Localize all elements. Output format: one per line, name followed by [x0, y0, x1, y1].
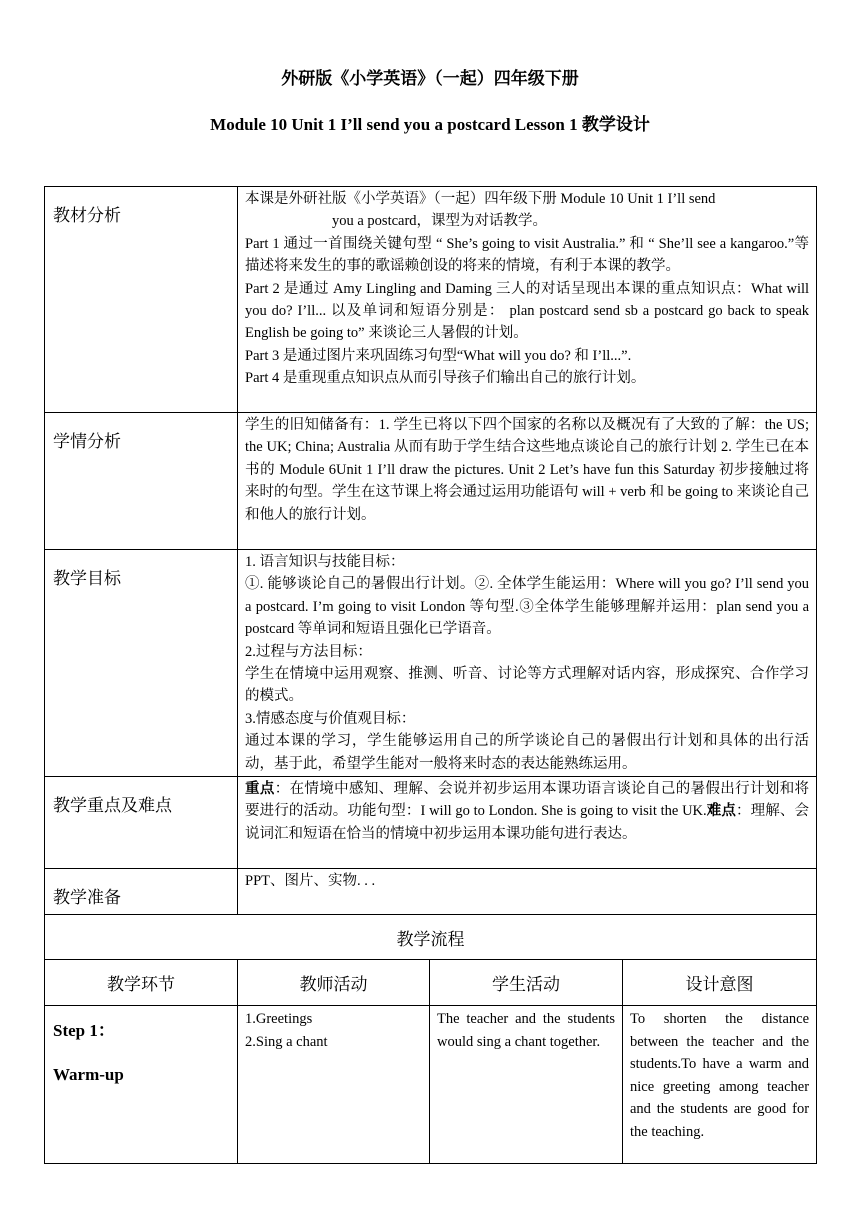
goals-line: 3.情感态度与价值观目标： — [245, 710, 416, 727]
material-line: Part 3 是通过图片来巩固练习句型“What will you do? 和 I’ll...”. — [245, 347, 632, 364]
prep-label: 教学准备 — [45, 869, 238, 915]
column-header-teacher: 教师活动 — [238, 960, 430, 1006]
difficulty-label: 难点 — [706, 803, 737, 820]
step1-teacher-item: 2.Sing a chant — [245, 1033, 328, 1050]
key-label: 重点 — [245, 781, 275, 797]
goals-line: ①. 能够谈论自己的暑假出行计划。②. 全体学生能运用：Where will you go? I’ll send you a postcard. I’m going to visit London 等句型.③全体学生能够理解并运用：plan send you a postcard 等单词和短语且强化已学语音。 — [245, 576, 810, 638]
goals-line: 学生在情境中运用观察、推测、听音、讨论等方式理解对话内容，形成探究、合作学习的模式。 — [245, 666, 810, 705]
key-text: ：在情境中感知、理解、会说并初步运用本课功语言谈论自己的暑假出行计划和将要进行的活动。功能句型：I will go to London. She is going to visit the UK. — [245, 781, 810, 820]
step1-name: Warm-up — [53, 1065, 124, 1084]
step1-student-text: The teacher and the students would sing a chant together. — [437, 1011, 615, 1050]
keypoints-row — [45, 777, 817, 869]
step1-stage — [45, 1006, 238, 1164]
students-content — [238, 413, 817, 550]
keypoints-content — [238, 777, 817, 869]
process-header-row — [45, 960, 817, 1006]
material-row — [45, 187, 817, 413]
students-text: 学生的旧知储备有：1. 学生已将以下四个国家的名称以及概况有了大致的了解：the US; the UK; China; Australia 从而有助于学生结合这些地点谈论自己的旅行计划 2. 学生已在本书的 Module 6Unit 1 I’ll draw the pictures. Unit 2 Let’s have fun this Saturday 初步接触过将来时的句型。学生在这节课上将会通过运用功能语句 will + verb 和 be going to 来谈论自己和他人的旅行计划。 — [245, 417, 810, 523]
goals-content — [238, 550, 817, 777]
goals-line: 2.过程与方法目标： — [245, 643, 372, 660]
step1-teacher-item: 1.Greetings — [245, 1011, 313, 1027]
process-title: 教学流程 — [45, 915, 817, 960]
step1-teacher — [238, 1006, 430, 1164]
difficulty-text: ：理解、会说词汇和短语在恰当的情境中初步运用本课功能句进行表达。 — [245, 803, 810, 842]
prep-row — [45, 869, 817, 915]
material-line: Part 2 是通过 Amy Lingling and Daming 三人的对话呈现出本课的重点知识点：What will you do? I’ll... 以及单词和短语分别是： plan postcard send sb a postcard go back to speak English be going to” 来谈论三人暑假的计划。 — [245, 280, 810, 342]
document-title: 外研版《小学英语》（一起）四年级下册 — [281, 69, 579, 88]
prep-content — [238, 869, 817, 915]
goals-row — [45, 550, 817, 777]
material-line: Part 4 是重现重点知识点从而引导孩子们输出自己的旅行计划。 — [245, 370, 646, 387]
students-row — [45, 413, 817, 550]
material-line: Part 1 通过一首围绕关键句型 “ She’s going to visit Australia.” 和 “ She’ll see a kangaroo.”等描述将来发生的事的歌谣赖创设的将来的情境，有利于本课的教学。 — [245, 235, 810, 275]
column-header-stage: 教学环节 — [45, 960, 238, 1006]
step1-student — [430, 1006, 623, 1164]
document-subtitle: Module 10 Unit 1 I’ll send you a postcard Lesson 1 教学设计 — [210, 115, 650, 134]
column-header-student: 学生活动 — [430, 960, 623, 1006]
goals-line: 通过本课的学习，学生能够运用自己的所学谈论自己的暑假出行计划和具体的出行活动，基于此，希望学生能对一般将来时态的表达能熟练运用。 — [245, 733, 810, 772]
material-content — [238, 187, 817, 413]
lesson-plan-table — [44, 186, 817, 1164]
material-line: you a postcard，课型为对话教学。 — [332, 213, 548, 230]
column-header-intent: 设计意图 — [623, 960, 817, 1006]
step1-row — [45, 1006, 817, 1164]
prep-text: PPT、图片、实物. . . — [245, 873, 376, 889]
keypoints-label: 教学重点及难点 — [45, 777, 238, 869]
material-line: 本课是外研社版《小学英语》（一起）四年级下册 Module 10 Unit 1 I’ll send — [245, 191, 716, 207]
step1-intent-text: To shorten the distance between the teacher and the students.To have a warm and nice greeting among teacher and the students are good for the teaching. — [630, 1011, 810, 1140]
material-label: 教材分析 — [45, 187, 238, 413]
step1-intent — [623, 1006, 817, 1164]
goals-line: 1. 语言知识与技能目标： — [245, 554, 405, 570]
step1-number: Step 1： — [53, 1021, 115, 1040]
goals-label: 教学目标 — [45, 550, 238, 777]
process-title-row — [45, 915, 817, 960]
students-label: 学情分析 — [45, 413, 238, 550]
